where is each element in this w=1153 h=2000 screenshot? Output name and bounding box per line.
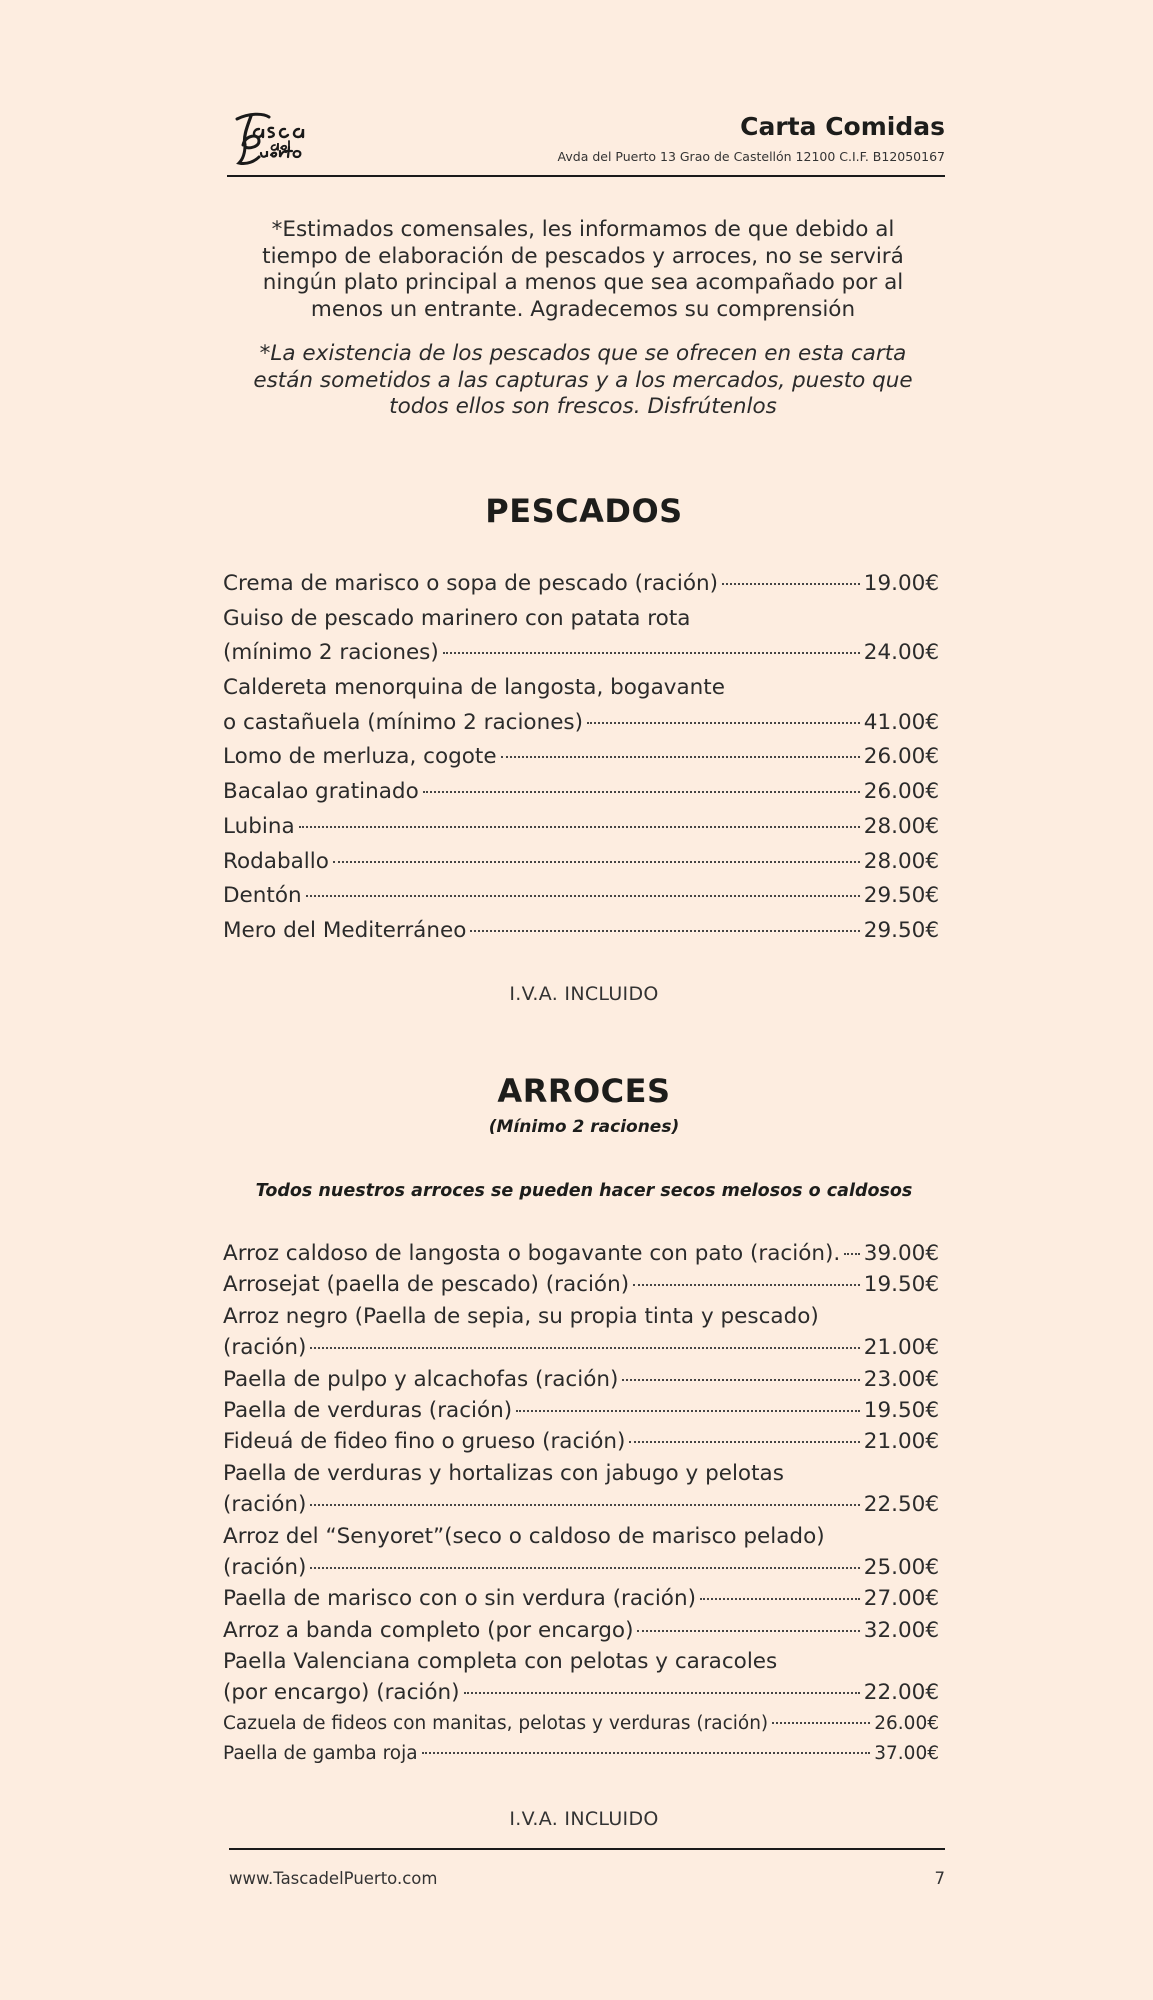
dot-leader: [443, 652, 860, 654]
fresh-fish-disclaimer: *La existencia de los pescados que se ofrecen en esta carta están sometidos a las capturas y a los mercados, puesto que todos ellos son frescos. Disfrútenlos: [253, 341, 913, 419]
dot-leader: [310, 1504, 859, 1506]
menu-item: [223, 602, 939, 671]
dish-price: 26.00€: [863, 779, 939, 805]
menu-item: [223, 879, 939, 914]
dish-price: 22.00€: [863, 1680, 939, 1706]
dish-name: Paella de gamba roja: [223, 1742, 418, 1764]
dish-line: [223, 1739, 939, 1769]
dish-name: Fideuá de fideo fino o grueso (ración): [223, 1429, 626, 1455]
dish-name-first-line: Paella de verduras y hortalizas con jabugo y pelotas: [223, 1460, 784, 1486]
dish-line: [223, 1615, 939, 1646]
dish-line: [223, 1489, 939, 1520]
diners-notice: *Estimados comensales, les informamos de que debido al tiempo de elaboración de pescados y arroces, no se servirá ningún plato principal a menos que sea acompañado por al menos un entrante. Agradecemos su comprensión: [262, 217, 904, 322]
dish-price: 37.00€: [874, 1742, 939, 1764]
dish-line: [223, 1332, 939, 1363]
dish-name: (mínimo 2 raciones): [223, 640, 439, 666]
dish-price: 26.00€: [874, 1712, 939, 1734]
dot-leader: [306, 895, 860, 897]
dish-price: 21.00€: [863, 1429, 939, 1455]
dot-leader: [422, 1752, 871, 1754]
dish-name-first-line: Paella Valenciana completa con pelotas y caracoles: [223, 1649, 778, 1675]
dish-name: Lomo de merluza, cogote: [223, 744, 497, 770]
dish-line: [223, 706, 939, 741]
dish-name-first-line: Arroz del “Senyoret”(seco o caldoso de marisco pelado): [223, 1523, 825, 1549]
dot-leader: [700, 1598, 860, 1600]
dish-line: [223, 879, 939, 914]
dish-price: 25.00€: [863, 1554, 939, 1580]
dot-leader: [722, 583, 860, 585]
tax-note-arroces: I.V.A. INCLUIDO: [509, 1808, 659, 1830]
dot-leader: [299, 826, 860, 828]
menu-item: [223, 671, 939, 740]
dish-line: [223, 1269, 939, 1300]
menu-item: [223, 810, 939, 845]
dish-price: 19.00€: [863, 571, 939, 596]
menu-item: [223, 775, 939, 810]
dish-name: (ración): [223, 1335, 307, 1361]
dish-price: 29.50€: [863, 917, 939, 943]
website-url: www.TascadelPuerto.com: [229, 1869, 438, 1888]
section-title-pescados: PESCADOS: [485, 492, 683, 530]
menu-page: [223, 0, 945, 2000]
tasca-del-puerto-logo: [229, 109, 315, 169]
dish-line: [223, 1238, 939, 1269]
dish-name: Mero del Mediterráneo: [223, 917, 467, 943]
dish-name: Rodaballo: [223, 848, 329, 874]
menu-item: [223, 1458, 939, 1521]
menu-item: [223, 567, 939, 602]
dot-leader: [310, 1567, 859, 1569]
dish-name: Lubina: [223, 813, 295, 839]
menu-item: [223, 1426, 939, 1457]
dish-price: 24.00€: [863, 640, 939, 666]
menu-item: [223, 914, 939, 949]
menu-item: [223, 1739, 939, 1769]
dish-name-first-line: Arroz negro (Paella de sepia, su propia tinta y pescado): [223, 1303, 819, 1329]
dish-price: 22.50€: [863, 1492, 939, 1518]
dish-name: Paella de verduras (ración): [223, 1397, 513, 1423]
dish-price: 41.00€: [863, 709, 939, 735]
dish-name-first-line: Guiso de pescado marinero con patata rota: [223, 605, 691, 631]
pescados-list: [223, 567, 939, 949]
dish-price: 23.00€: [863, 1366, 939, 1392]
dish-line: [223, 914, 939, 949]
dish-line: [223, 1395, 939, 1426]
dish-line: [223, 810, 939, 845]
dish-price: 28.00€: [863, 813, 939, 839]
menu-item: [223, 1301, 939, 1364]
dish-name: Dentón: [223, 883, 302, 909]
dish-line: [223, 1709, 939, 1739]
dish-name: o castañuela (mínimo 2 raciones): [223, 709, 584, 735]
arroces-minimum-note: (Mínimo 2 raciones): [488, 1117, 680, 1137]
section-title-arroces: ARROCES: [497, 1072, 671, 1110]
dish-line: [223, 1677, 939, 1708]
dot-leader: [844, 1253, 860, 1255]
menu-item: [223, 1269, 939, 1300]
dish-line: [223, 775, 939, 810]
tax-note-pescados: I.V.A. INCLUIDO: [509, 983, 659, 1005]
document-title: Carta Comidas: [740, 112, 945, 141]
menu-item: [223, 1709, 939, 1739]
dot-leader: [772, 1722, 870, 1724]
page-number: 7: [934, 1869, 945, 1888]
menu-item: [223, 1615, 939, 1646]
dot-leader: [470, 930, 859, 932]
dot-leader: [423, 791, 860, 793]
page-footer: [229, 1848, 945, 1888]
dish-name: Paella de marisco con o sin verdura (ración): [223, 1586, 696, 1612]
dish-price: 39.00€: [863, 1241, 939, 1266]
dish-price: 28.00€: [863, 848, 939, 874]
dish-name: Arrosejat (paella de pescado) (ración): [223, 1272, 630, 1298]
menu-item: [223, 845, 939, 880]
dot-leader: [629, 1441, 859, 1443]
dish-price: 19.50€: [863, 1272, 939, 1298]
dish-name: Crema de marisco o sopa de pescado (ración): [223, 571, 718, 596]
dish-name: Paella de pulpo y alcachofas (ración): [223, 1366, 619, 1392]
dot-leader: [637, 1630, 859, 1632]
menu-item: [223, 1395, 939, 1426]
dish-price: 29.50€: [863, 883, 939, 909]
dish-line: [223, 636, 939, 671]
dot-leader: [516, 1410, 860, 1412]
dish-price: 19.50€: [863, 1397, 939, 1423]
dot-leader: [501, 756, 860, 758]
dish-price: 27.00€: [863, 1586, 939, 1612]
dish-name: Arroz a banda completo (por encargo): [223, 1617, 634, 1643]
dish-name: (ración): [223, 1492, 307, 1518]
arroces-list: [223, 1238, 939, 1769]
dot-leader: [622, 1379, 859, 1381]
dot-leader: [587, 722, 860, 724]
menu-item: [223, 1583, 939, 1614]
page-header: [227, 103, 945, 177]
dish-line: [223, 1364, 939, 1395]
menu-item: [223, 1238, 939, 1269]
dish-name: (por encargo) (ración): [223, 1680, 460, 1706]
business-address: Avda del Puerto 13 Grao de Castellón 12100 C.I.F. B12050167: [557, 149, 945, 164]
dish-line: [223, 567, 939, 602]
dish-line: [223, 1552, 939, 1583]
dish-price: 32.00€: [863, 1617, 939, 1643]
dish-price: 21.00€: [863, 1335, 939, 1361]
menu-item: [223, 1364, 939, 1395]
dish-name-first-line: Caldereta menorquina de langosta, bogavante: [223, 675, 725, 701]
dish-name: Cazuela de fideos con manitas, pelotas y verduras (ración): [223, 1712, 769, 1734]
menu-item: [223, 740, 939, 775]
dish-price: 26.00€: [863, 744, 939, 770]
dish-line: [223, 740, 939, 775]
dish-line: [223, 845, 939, 880]
menu-item: [223, 1521, 939, 1584]
dish-name: (ración): [223, 1554, 307, 1580]
dish-name: Bacalao gratinado: [223, 779, 419, 805]
menu-item: [223, 1646, 939, 1709]
dish-name: Arroz caldoso de langosta o bogavante con pato (ración).: [223, 1241, 841, 1266]
dot-leader: [633, 1284, 860, 1286]
dot-leader: [464, 1692, 860, 1694]
arroces-style-note: Todos nuestros arroces se pueden hacer secos melosos o caldosos: [255, 1181, 913, 1201]
dish-line: [223, 1426, 939, 1457]
dish-line: [223, 1583, 939, 1614]
dot-leader: [333, 861, 860, 863]
dot-leader: [310, 1347, 859, 1349]
